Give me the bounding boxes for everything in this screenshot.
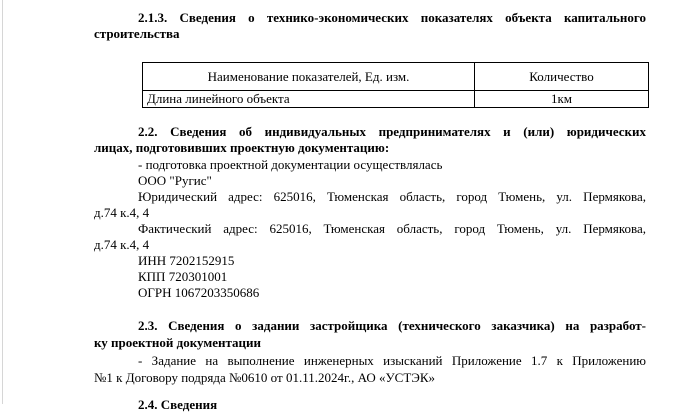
paragraph-line: - Задание на выполнение инженерных изысканий Приложение 1.7 к Приложению <box>138 353 646 368</box>
paragraph-line: - подготовка проектной документации осуществлялась <box>138 157 443 172</box>
section-2-3-heading <box>94 317 646 351</box>
paragraph-line: д.74 к.4, 4 <box>94 237 150 252</box>
heading-2-1-3-line-2: строительства <box>94 25 180 41</box>
table-header-quantity: Количество <box>475 63 649 91</box>
heading-2-2-line-1: 2.2. Сведения об индивидуальных предпринимателях и (или) юридических <box>138 124 646 139</box>
section-2-4-heading-partial <box>138 397 438 413</box>
table-header-name: Наименование показателей, Ед. изм. <box>143 63 475 91</box>
paragraph-line: ОГРН 1067203350686 <box>138 285 260 300</box>
section-2-3-body <box>94 352 646 386</box>
teo-indicators-table <box>142 62 649 108</box>
page-edge-line <box>2 0 3 404</box>
table-row <box>143 91 649 108</box>
section-2-2-body <box>94 157 646 301</box>
heading-2-4-partial: 2.4. Сведения <box>138 397 218 412</box>
table-cell-quantity: 1км <box>475 91 649 108</box>
paragraph-line: №1 к Договору подряда №0610 от 01.11.2024г., АО «УСТЭК» <box>94 370 436 385</box>
table-header-row <box>143 63 649 91</box>
section-2-1-3-heading <box>94 10 646 41</box>
section-2-2-heading <box>94 124 646 156</box>
paragraph-line: КПП 720301001 <box>138 269 228 284</box>
heading-2-3-line-2: ку проектной документации <box>94 335 261 350</box>
heading-2-2-line-2: лицах, подготовивших проектную документацию: <box>94 140 390 155</box>
paragraph-line: ООО "Ругис" <box>138 173 212 188</box>
paragraph-line: Фактический адрес: 625016, Тюменская область, город Тюмень, ул. Пермякова, <box>138 221 646 236</box>
heading-2-3-line-1: 2.3. Сведения о задании застройщика (технического заказчика) на разработ- <box>138 318 646 333</box>
paragraph-line: Юридический адрес: 625016, Тюменская область, город Тюмень, ул. Пермякова, <box>138 189 646 204</box>
paragraph-line: ИНН 7202152915 <box>138 253 235 268</box>
heading-2-1-3-line-1: 2.1.3. Сведения о технико-экономических показателях объекта капитального <box>138 10 646 25</box>
table-cell-indicator-name: Длина линейного объекта <box>143 91 475 108</box>
paragraph-line: д.74 к.4, 4 <box>94 205 150 220</box>
